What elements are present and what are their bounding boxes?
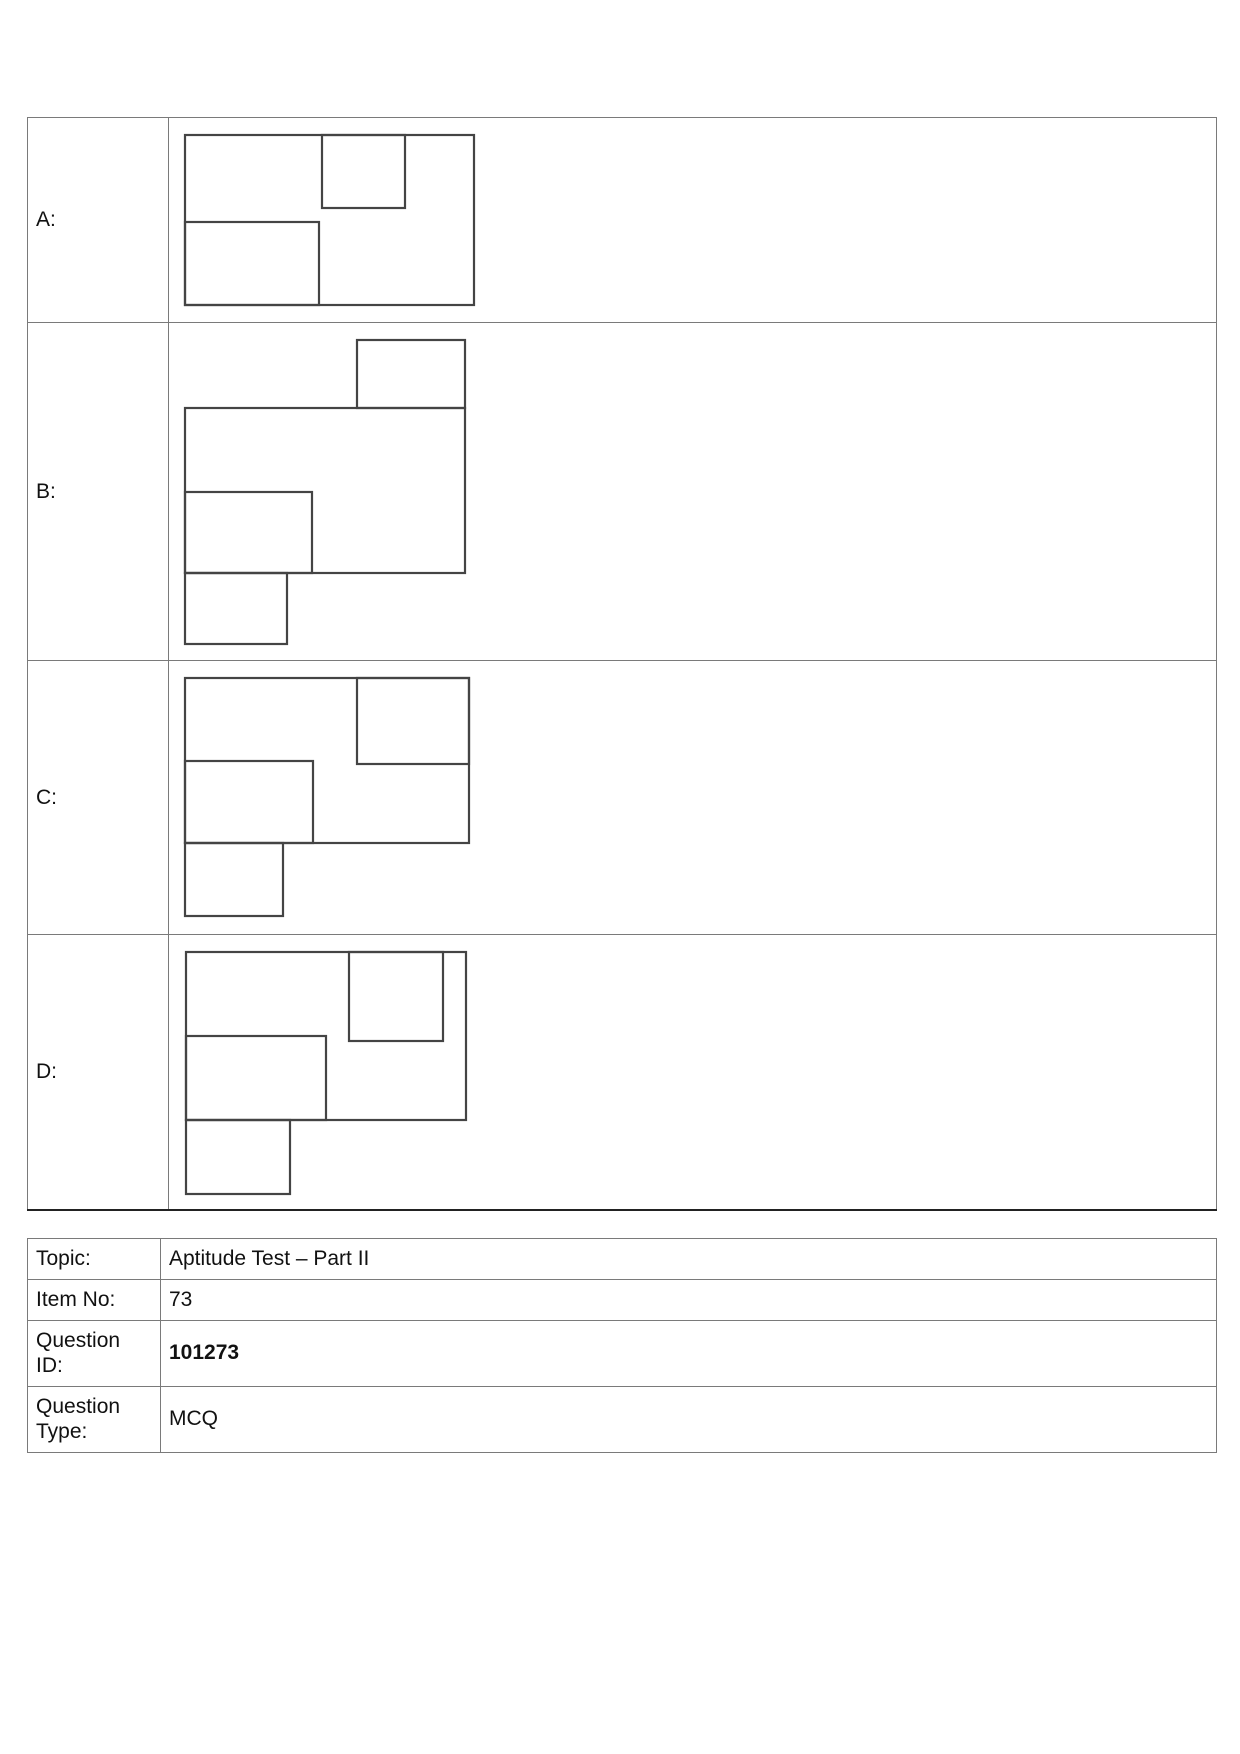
figure-a-outer-rect xyxy=(185,135,474,305)
option-row-d xyxy=(28,935,1217,1211)
topic-label: Topic: xyxy=(28,1239,161,1280)
figure-d-top-square xyxy=(349,952,443,1041)
meta-row-item-no xyxy=(28,1280,1217,1321)
option-figure-a xyxy=(169,118,1217,323)
figure-c-top-square xyxy=(357,678,469,764)
option-label-c: C: xyxy=(28,661,169,935)
figure-b-bottom-rect xyxy=(185,573,287,644)
option-figure-c xyxy=(169,661,1217,935)
question-meta-table xyxy=(27,1238,1217,1453)
option-row-b xyxy=(28,323,1217,661)
figure-a-small-square xyxy=(322,135,405,208)
figure-a-drawing xyxy=(169,118,489,322)
figure-c-inner-rect xyxy=(185,761,313,843)
item-no-label: Item No: xyxy=(28,1280,161,1321)
option-label-d: D: xyxy=(28,935,169,1211)
question-type-value: MCQ xyxy=(161,1387,1217,1453)
figure-b-inner-rect xyxy=(185,492,312,573)
figure-d-inner-rect xyxy=(186,1036,326,1120)
question-id-value: 101273 xyxy=(161,1321,1217,1387)
item-no-value: 73 xyxy=(161,1280,1217,1321)
figure-d-drawing xyxy=(169,935,489,1209)
meta-row-question-type xyxy=(28,1387,1217,1453)
question-id-label: Question ID: xyxy=(28,1321,161,1387)
options-table xyxy=(27,117,1217,1211)
figure-b-main-rect xyxy=(185,408,465,573)
meta-row-topic xyxy=(28,1239,1217,1280)
option-label-a: A: xyxy=(28,118,169,323)
option-figure-d xyxy=(169,935,1217,1211)
topic-value: Aptitude Test – Part II xyxy=(161,1239,1217,1280)
figure-c-bottom-rect xyxy=(185,843,283,916)
option-row-c xyxy=(28,661,1217,935)
figure-c-drawing xyxy=(169,661,489,934)
question-type-label: Question Type: xyxy=(28,1387,161,1453)
meta-row-question-id xyxy=(28,1321,1217,1387)
figure-d-bottom-rect xyxy=(186,1120,290,1194)
option-row-a xyxy=(28,118,1217,323)
figure-b-top-square xyxy=(357,340,465,408)
option-figure-b xyxy=(169,323,1217,661)
option-label-b: B: xyxy=(28,323,169,661)
figure-b-drawing xyxy=(169,323,489,660)
figure-a-lower-rect xyxy=(185,222,319,305)
